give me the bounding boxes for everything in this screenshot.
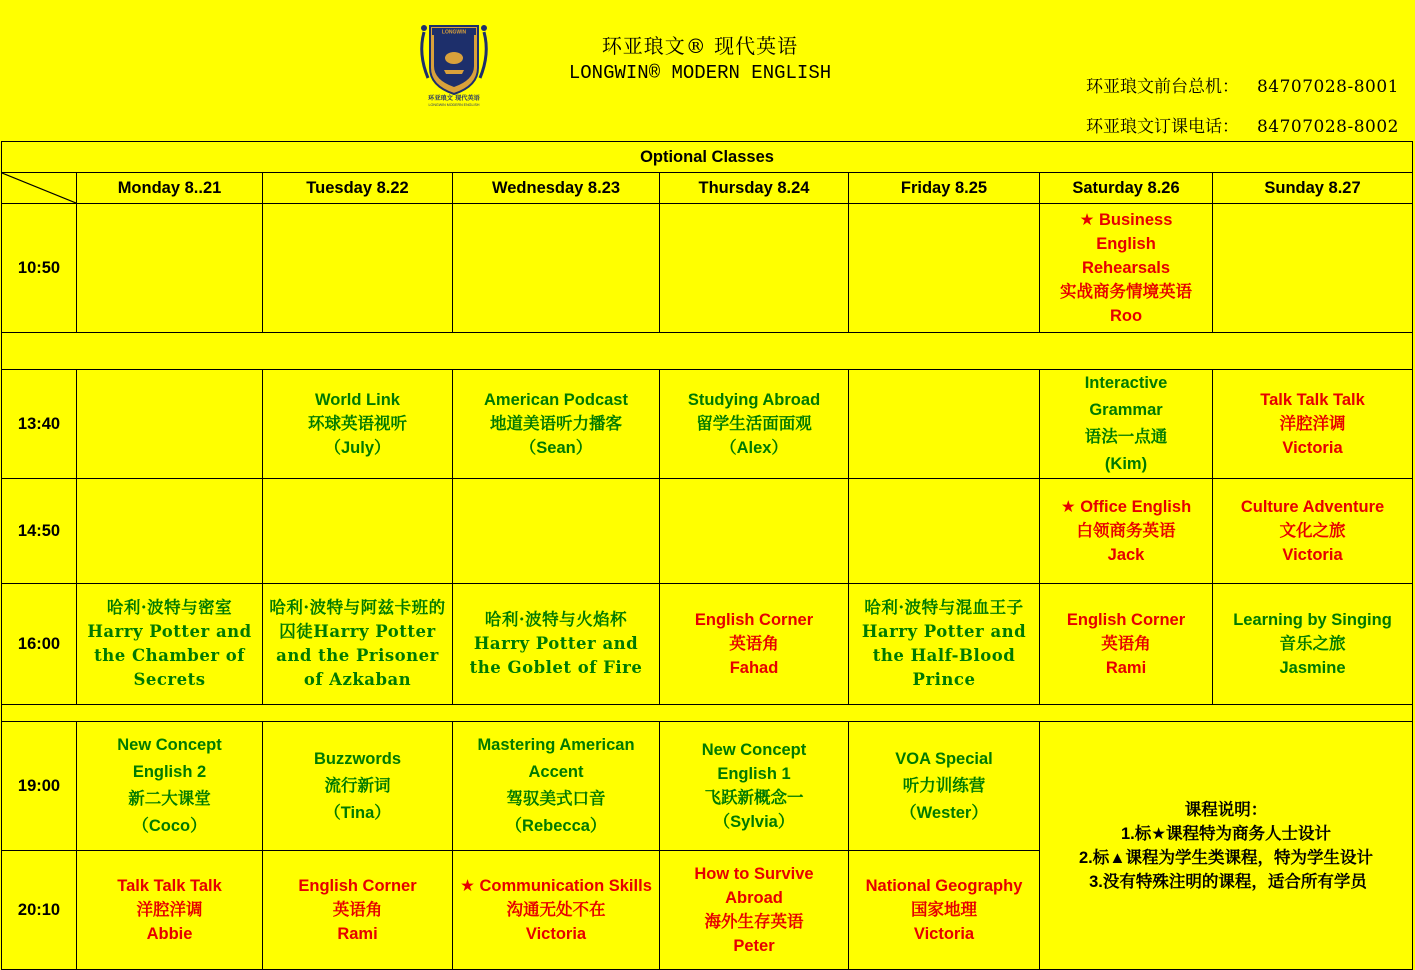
- class-title: Learning by Singing: [1233, 611, 1392, 629]
- empty-cell: [660, 479, 849, 584]
- empty-cell: [849, 204, 1040, 333]
- class-title: National Geography: [865, 877, 1023, 895]
- booking-number: 84707028-8002: [1256, 117, 1399, 137]
- class-title: American Podcast: [484, 391, 628, 409]
- class-cell: [77, 584, 263, 705]
- time-cell: 19:00: [2, 722, 77, 851]
- class-cell: [453, 722, 660, 851]
- time-cell: 16:00: [2, 584, 77, 705]
- class-cell: [77, 851, 263, 970]
- front-desk-label: 环亚琅文前台总机：: [1085, 77, 1239, 97]
- class-title-cn: 听力训练营: [902, 776, 986, 795]
- svg-text:LONGWIN MODERN ENGLISH: LONGWIN MODERN ENGLISH: [428, 103, 480, 107]
- class-teacher: Rami: [1105, 659, 1147, 677]
- class-title: 哈利·波特与混血王子Harry Potter and the Half-Blood Prince: [861, 598, 1027, 689]
- class-teacher: （July）: [324, 439, 391, 457]
- class-cell: [263, 584, 453, 705]
- table-row: [2, 722, 1413, 851]
- class-title-cn: 国家地理: [911, 901, 977, 919]
- class-teacher: （Coco）: [132, 817, 207, 835]
- class-title-cn: 新二大课堂: [128, 790, 211, 808]
- class-teacher: Roo: [1109, 307, 1143, 325]
- class-title: New Concept English 1: [701, 741, 807, 783]
- class-cell: [1040, 479, 1213, 584]
- class-teacher: (Kim): [1104, 455, 1148, 473]
- class-teacher: Abbie: [146, 925, 193, 943]
- day-header-friday: Friday 8.25: [849, 173, 1040, 204]
- class-title: Harry Potter and the Goblet of Fire: [469, 634, 643, 677]
- day-header-thursday: Thursday 8.24: [660, 173, 849, 204]
- class-title: ★ Office English: [1060, 498, 1192, 516]
- front-desk-phone: [1086, 72, 1399, 97]
- title-english: LONGWIN® MODERN ENGLISH: [568, 62, 832, 84]
- class-title: Talk Talk Talk: [117, 877, 222, 895]
- class-title-cn: 洋腔洋调: [136, 901, 203, 919]
- empty-cell: [660, 204, 849, 333]
- class-teacher: （Rebecca）: [505, 817, 607, 835]
- empty-cell: [263, 479, 453, 584]
- class-teacher: Victoria: [1282, 546, 1343, 564]
- empty-cell: [77, 370, 263, 479]
- class-teacher: （Tina）: [324, 803, 391, 822]
- class-title-cn: 哈利·波特与火焰杯: [484, 610, 628, 629]
- table-row: [2, 370, 1413, 479]
- class-cell: [1213, 370, 1413, 479]
- class-cell: [453, 851, 660, 970]
- empty-cell: [849, 370, 1040, 479]
- class-title-cn: 留学生活面面观: [696, 415, 812, 433]
- class-title-cn: 音乐之旅: [1279, 635, 1346, 653]
- class-cell: [1040, 584, 1213, 705]
- class-cell: [1040, 204, 1213, 333]
- class-title-cn: 白领商务英语: [1076, 522, 1176, 540]
- class-title: Culture Adventure: [1240, 498, 1385, 516]
- class-teacher: Victoria: [525, 925, 587, 943]
- class-cell: [660, 370, 849, 479]
- time-cell: 20:10: [2, 851, 77, 970]
- empty-cell: [453, 479, 660, 584]
- class-cell: [849, 851, 1040, 970]
- class-title-cn: 哈利·波特与密室: [106, 598, 233, 617]
- class-title: Studying Abroad: [687, 391, 821, 409]
- day-header-saturday: Saturday 8.26: [1040, 173, 1213, 204]
- class-cell: [453, 370, 660, 479]
- note-item: 2.标▲课程为学生类课程，特为学生设计: [1078, 848, 1374, 867]
- booking-phone: [1086, 112, 1399, 137]
- day-header-monday: Monday 8..21: [77, 173, 263, 204]
- class-teacher: （Sylvia）: [713, 813, 795, 831]
- class-cell: [660, 722, 849, 851]
- class-teacher: Fahad: [729, 659, 779, 677]
- class-title: New Concept English 2: [117, 736, 222, 781]
- spacer-row: [2, 705, 1413, 722]
- class-title-cn: 地道美语听力播客: [490, 415, 622, 433]
- class-title-cn: 流行新词: [324, 776, 391, 795]
- class-teacher: （Sean）: [519, 439, 593, 457]
- class-title-cn: 洋腔洋调: [1279, 415, 1346, 433]
- front-desk-number: 84707028-8001: [1256, 77, 1399, 97]
- class-title: Interactive Grammar: [1084, 374, 1168, 419]
- empty-cell: [1213, 204, 1413, 333]
- longwin-logo: [416, 20, 492, 108]
- class-title-cn: 英语角: [729, 635, 779, 653]
- class-title-cn: 沟通无处不在: [506, 901, 606, 919]
- class-teacher: Peter: [733, 937, 775, 955]
- day-header-sunday: Sunday 8.27: [1213, 173, 1413, 204]
- note-item: 3.没有特殊注明的课程，适合所有学员: [1089, 872, 1367, 891]
- class-title-cn: 驾驭美式口音: [506, 790, 606, 808]
- class-title-cn: 英语角: [332, 901, 383, 919]
- class-title: ★ Business English Rehearsals: [1079, 211, 1173, 277]
- class-title: 哈利·波特与阿兹卡班的囚徒Harry Potter and the Prisoner of Azkaban: [269, 598, 446, 689]
- time-cell: 14:50: [2, 479, 77, 584]
- page-header: [0, 0, 1415, 141]
- class-cell: [660, 851, 849, 970]
- class-teacher: Jasmine: [1279, 659, 1346, 677]
- day-header-wednesday: Wednesday 8.23: [453, 173, 660, 204]
- class-cell: [849, 722, 1040, 851]
- empty-cell: [849, 479, 1040, 584]
- empty-cell: [77, 204, 263, 333]
- empty-cell: [263, 204, 453, 333]
- class-title: English Corner: [298, 877, 417, 895]
- class-cell: [263, 722, 453, 851]
- class-cell: [1040, 370, 1213, 479]
- class-teacher: Victoria: [913, 925, 975, 943]
- spacer-row: [2, 333, 1413, 370]
- table-row: [2, 584, 1413, 705]
- title-chinese: 环亚琅文® 现代英语: [601, 34, 799, 58]
- class-cell: [660, 584, 849, 705]
- class-title: ★ Communication Skills: [460, 877, 652, 895]
- class-cell: [453, 584, 660, 705]
- class-title-cn: 英语角: [1101, 635, 1151, 653]
- time-cell: 10:50: [2, 204, 77, 333]
- class-title-cn: 海外生存英语: [704, 913, 804, 931]
- class-teacher: （Alex）: [720, 439, 788, 457]
- course-notes: [1040, 722, 1413, 970]
- day-header-tuesday: Tuesday 8.22: [263, 173, 453, 204]
- diagonal-line: [2, 173, 76, 203]
- class-cell: [77, 722, 263, 851]
- class-teacher: Victoria: [1282, 439, 1343, 457]
- class-teacher: Rami: [337, 925, 378, 943]
- class-title: English Corner: [1066, 611, 1186, 629]
- booking-label: 环亚琅文订课电话：: [1085, 117, 1239, 137]
- class-teacher: （Wester）: [900, 803, 988, 822]
- class-cell: [849, 584, 1040, 705]
- class-title: Mastering American Accent: [477, 736, 635, 781]
- class-title: Harry Potter and the Chamber of Secrets: [87, 622, 252, 689]
- corner-cell: [2, 173, 77, 204]
- class-teacher: Jack: [1107, 546, 1145, 564]
- class-title-cn: 文化之旅: [1279, 522, 1346, 540]
- class-title: How to Survive Abroad: [694, 865, 814, 907]
- class-cell: [263, 851, 453, 970]
- notes-heading: 课程说明：: [1184, 800, 1268, 819]
- class-title-cn: 环球英语视听: [308, 415, 407, 433]
- class-title: English Corner: [694, 611, 814, 629]
- class-cell: [263, 370, 453, 479]
- class-cell: [1213, 584, 1413, 705]
- time-cell: 13:40: [2, 370, 77, 479]
- class-title-cn: 语法一点通: [1084, 428, 1168, 446]
- class-title: Buzzwords: [313, 749, 402, 768]
- class-title-cn: 实战商务情境英语: [1060, 283, 1192, 301]
- svg-text:环亚琅文 现代英语: 环亚琅文 现代英语: [428, 95, 480, 102]
- empty-cell: [453, 204, 660, 333]
- class-title: VOA Special: [895, 749, 993, 768]
- svg-text:LONGWIN: LONGWIN: [441, 29, 467, 36]
- schedule-table: [1, 141, 1413, 970]
- table-row: [2, 479, 1413, 584]
- class-title: World Link: [315, 391, 400, 409]
- class-cell: [1213, 479, 1413, 584]
- table-row: [2, 204, 1413, 333]
- empty-cell: [77, 479, 263, 584]
- class-title-cn: 飞跃新概念一: [704, 789, 804, 807]
- note-item: 1.标★课程特为商务人士设计: [1120, 824, 1332, 843]
- class-title: Talk Talk Talk: [1260, 391, 1365, 409]
- table-caption: Optional Classes: [2, 142, 1413, 173]
